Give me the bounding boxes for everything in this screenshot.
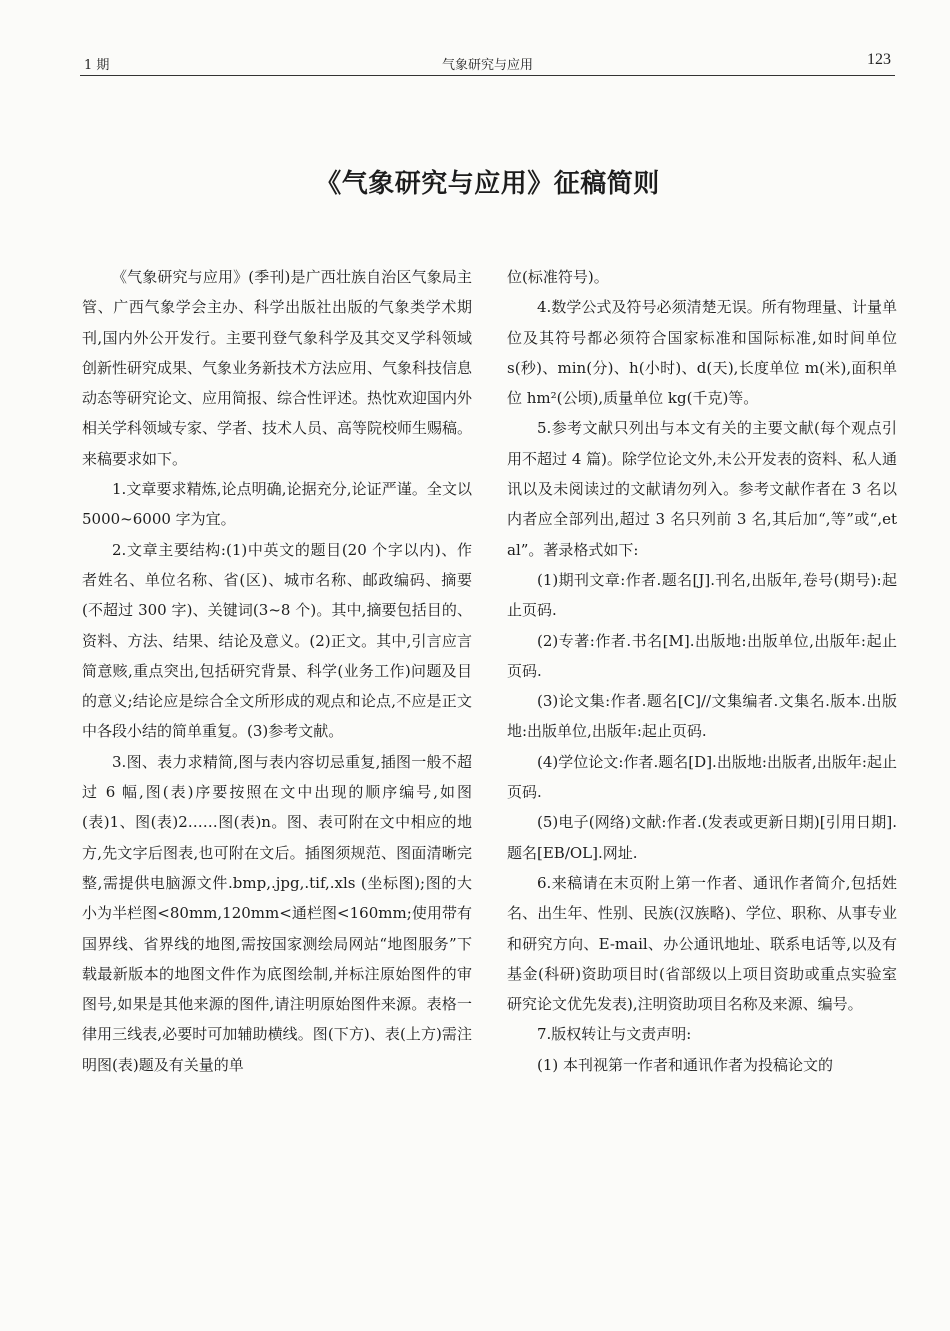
reference-format-journal: (1)期刊文章:作者.题名[J].刊名,出版年,卷号(期号):起止页码.: [507, 570, 897, 620]
paragraph-item-1: 1.文章要求精炼,论点明确,论据充分,论证严谨。全文以 5000~6000 字为宜。: [82, 480, 472, 529]
journal-name: 气象研究与应用: [441, 58, 533, 73]
right-column: [507, 262, 897, 1080]
header-rule: [80, 75, 895, 76]
reference-format-proceedings: (3)论文集:作者.题名[C]//文集编者.文集名.版本.出版地:出版单位,出版年:起止页码.: [507, 692, 897, 741]
running-header: [80, 52, 895, 74]
reference-format-monograph: (2)专著:作者.书名[M].出版地:出版单位,出版年:起止页码.: [507, 631, 897, 680]
paragraph-continuation: 位(标准符号)。: [507, 268, 609, 286]
paragraph-item-5: 5.参考文献只列出与本文有关的主要文献(每个观点引用不超过 4 篇)。除学位论文外,未公开发表的资料、私人通讯以及未阅读过的文献请勿列入。参考文献作者在 3 名以内者应全部列出,超过 3 名只列前 3 名,其后加“,等”或“,et al”。著录格式如下:: [507, 419, 897, 559]
paragraph-item-7: 7.版权转让与文责声明:: [537, 1025, 692, 1044]
reference-format-electronic: (5)电子(网络)文献:作者.(发表或更新日期)[引用日期].题名[EB/OL].网址.: [507, 813, 897, 862]
page-title: 《气象研究与应用》征稿简则: [315, 169, 660, 199]
paragraph-item-2: 2.文章主要结构:(1)中英文的题目(20 个字以内)、作者姓名、单位名称、省(区)、城市名称、邮政编码、摘要(不超过 300 字)、关键词(3~8 个)。其中,摘要包括目的、资料、方法、结果、结论及意义。(2)正文。其中,引言应言简意赅,重点突出,包括研究背景、科学(业务工作)问题及目的意义;结论应是综合全文所形成的观点和论点,不应是正文中各段小结的简单重复。(3)参考文献。: [82, 540, 472, 741]
reference-format-thesis: (4)学位论文:作者.题名[D].出版地:出版者,出版年:起止页码.: [507, 752, 897, 802]
paragraph-item-3: 3.图、表力求精简,图与表内容切忌重复,插图一般不超过 6 幅,图(表)序要按照在文中出现的顺序编号,如图(表)1、图(表)2……图(表)n。图、表可附在文中相应的地方,先文字后图表,也可附在文后。插图须规范、图面清晰完整,需提供电脑源文件.bmp,.jpg,.tif,.xls (坐标图);图的大小为半栏图<80mm,120mm<通栏图<160mm;使用带有国界线、省界线的地图,需按国家测绘局网站“地图服务”下载最新版本的地图文件作为底图绘制,并标注原始图件的审图号,如果是其他来源的图件,请注明原始图件来源。表格一律用三线表,必要时可加辅助横线。图(下方)、表(上方)需注明图(表)题及有关量的单: [82, 752, 472, 1074]
page-number: 123: [867, 51, 891, 68]
left-column: [82, 262, 472, 1080]
paragraph-item-6: 6.来稿请在末页附上第一作者、通讯作者简介,包括姓名、出生年、性别、民族(汉族略)、学位、职称、从事专业和研究方向、E-mail、办公通讯地址、联系电话等,以及有基金(科研)资助项目时(省部级以上项目资助或重点实验室研究论文优先发表),注明资助项目名称及来源、编号。: [507, 873, 897, 1014]
paragraph-item-4: 4.数学公式及符号必须清楚无误。所有物理量、计量单位及其符号都必须符合国家标准和国际标准,如时间单位 s(秒)、min(分)、h(小时)、d(天),长度单位 m(米),面积单位 hm²(公顷),质量单位 kg(千克)等。: [507, 298, 897, 408]
intro-paragraph: 《气象研究与应用》(季刊)是广西壮族自治区气象局主管、广西气象学会主办、科学出版社出版的气象类学术期刊,国内外公开发行。主要刊登气象科学及其交叉学科领域创新性研究成果、气象业务新技术方法应用、气象科技信息动态等研究论文、应用简报、综合性评述。热忱欢迎国内外相关学科领域专家、学者、技术人员、高等院校师生赐稿。来稿要求如下。: [82, 268, 473, 468]
issue-label: 1 期: [84, 58, 110, 73]
copyright-clause-1: (1) 本刊视第一作者和通讯作者为投稿论文的: [537, 1055, 834, 1074]
